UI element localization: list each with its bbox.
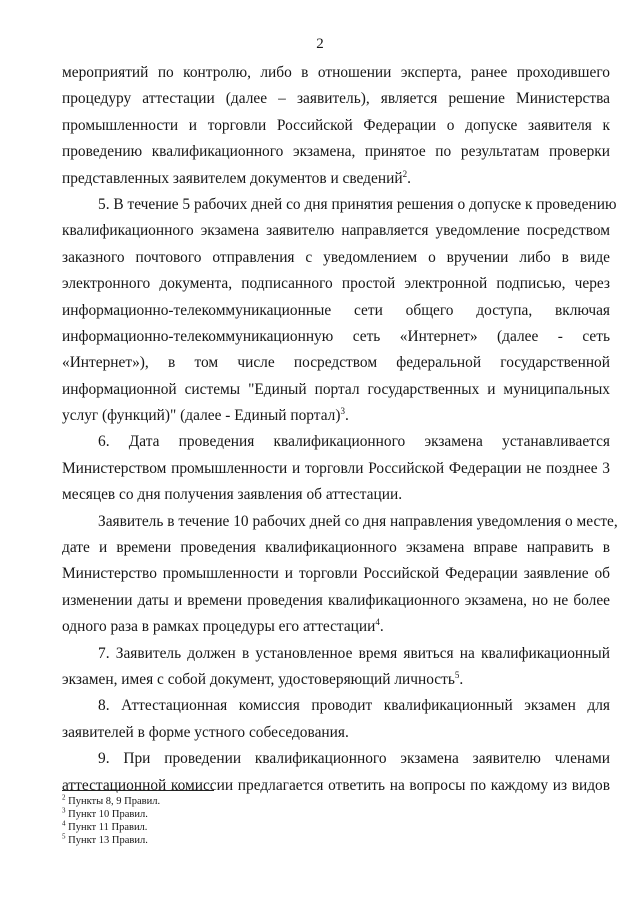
- footnote-text: Пункт 11 Правил.: [65, 822, 148, 833]
- footnotes: [62, 795, 362, 847]
- paragraph-7: [62, 641, 610, 694]
- paragraph-9: [62, 746, 610, 799]
- text-line: изменении даты и времени проведения квалификационного экзамена, но не более: [62, 591, 610, 609]
- footnote-reference[interactable]: 2: [402, 168, 408, 179]
- footnote-number: 2: [62, 793, 66, 802]
- text-line: Министерством промышленности и торговли Российской Федерации не позднее 3: [62, 459, 610, 477]
- footnote-reference[interactable]: 4: [375, 617, 380, 628]
- footnote-item: [62, 808, 362, 821]
- footnote-reference[interactable]: 3: [340, 405, 345, 416]
- text-line: экзамен, имея с собой документ, удостоверяющий личность$^5$.: [62, 669, 464, 688]
- text-line: услуг (функций)" (далее - Единый портал)$^3$.: [62, 405, 349, 425]
- text-line: информационно-телекоммуникационную сеть «Интернет» (далее - сеть: [62, 327, 610, 345]
- footnote-item: [62, 821, 362, 834]
- document-body: [62, 60, 618, 799]
- text-line: 5. В течение 5 рабочих дней со дня принятия решения о допуске к проведению: [98, 195, 617, 213]
- footnote-item: [62, 795, 362, 808]
- paragraph-5: [62, 192, 617, 430]
- paragraph-8: [62, 693, 610, 746]
- paragraph-6-continued: [62, 509, 618, 641]
- text-line-content: экзамен, имея с собой документ, удостоверяющий личность: [62, 670, 455, 688]
- footnote-number: 5: [62, 832, 66, 841]
- footnote-text: Пункт 13 Правил.: [65, 835, 148, 846]
- footnote-text: Пункты 8, 9 Правил.: [65, 796, 161, 807]
- paragraph-6: [62, 429, 610, 508]
- text-line-content: услуг (функций)" (далее - Единый портал): [62, 407, 341, 425]
- text-line: электронного документа, подписанного простой электронной подписью, через: [62, 275, 610, 293]
- text-line: Заявитель в течение 10 рабочих дней со дня направления уведомления о месте,: [98, 512, 618, 530]
- text-line: промышленности и торговли Российской Федерации о допуске заявителя к: [62, 116, 610, 134]
- footnote-item: [62, 834, 362, 847]
- text-line: проведению квалификационного экзамена, принятое по результатам проверки: [62, 143, 610, 161]
- footnote-reference[interactable]: 5: [454, 669, 460, 680]
- footnote-number: 3: [62, 806, 66, 815]
- footnote-number: 4: [62, 819, 66, 828]
- text-line: информационно-телекоммуникационные сети общего доступа, включая: [62, 301, 610, 319]
- text-line-content: представленных заявителем документов и сведений: [62, 169, 403, 187]
- footnote-separator: [62, 790, 214, 791]
- text-line: 8. Аттестационная комиссия проводит квалификационный экзамен для: [98, 697, 610, 715]
- footnote-text: Пункт 10 Правил.: [65, 809, 148, 820]
- text-line: процедуру аттестации (далее – заявитель), является решение Министерства: [62, 90, 610, 108]
- text-line: 7. Заявитель должен в установленное время явиться на квалификационный: [98, 644, 610, 662]
- text-line: 9. При проведении квалификационного экзамена заявителю членами: [98, 750, 610, 768]
- page-number: 2: [316, 36, 324, 52]
- text-line: квалификационного экзамена заявителю направляется уведомление посредством: [62, 222, 610, 240]
- text-line: Министерство промышленности и торговли Российской Федерации заявление об: [62, 565, 610, 583]
- text-line: мероприятий по контролю, либо в отношении эксперта, ранее проходившего: [62, 64, 610, 81]
- paragraph-continuation: [62, 60, 610, 192]
- text-line: представленных заявителем документов и сведений$^2$.: [62, 168, 411, 187]
- text-line-content: одного раза в рамках процедуры его аттестации: [62, 618, 376, 636]
- text-line: месяцев со дня получения заявления об аттестации.: [62, 486, 403, 504]
- text-line: заказного почтового отправления с уведомлением о вручении либо в виде: [62, 248, 610, 266]
- text-line: одного раза в рамках процедуры его аттестации$^4$.: [62, 617, 384, 636]
- text-line: «Интернет»), в том числе посредством федеральной государственной: [62, 354, 610, 372]
- text-line: информационной системы "Единый портал государственных и муниципальных: [62, 380, 610, 398]
- text-line: аттестационной комиссии предлагается ответить на вопросы по каждому из видов: [62, 776, 610, 794]
- text-line: 6. Дата проведения квалификационного экзамена устанавливается: [98, 433, 610, 451]
- text-line: дате и времени проведения квалификационного экзамена вправе направить в: [62, 539, 610, 557]
- text-line: заявителей в форме устного собеседования.: [62, 723, 349, 741]
